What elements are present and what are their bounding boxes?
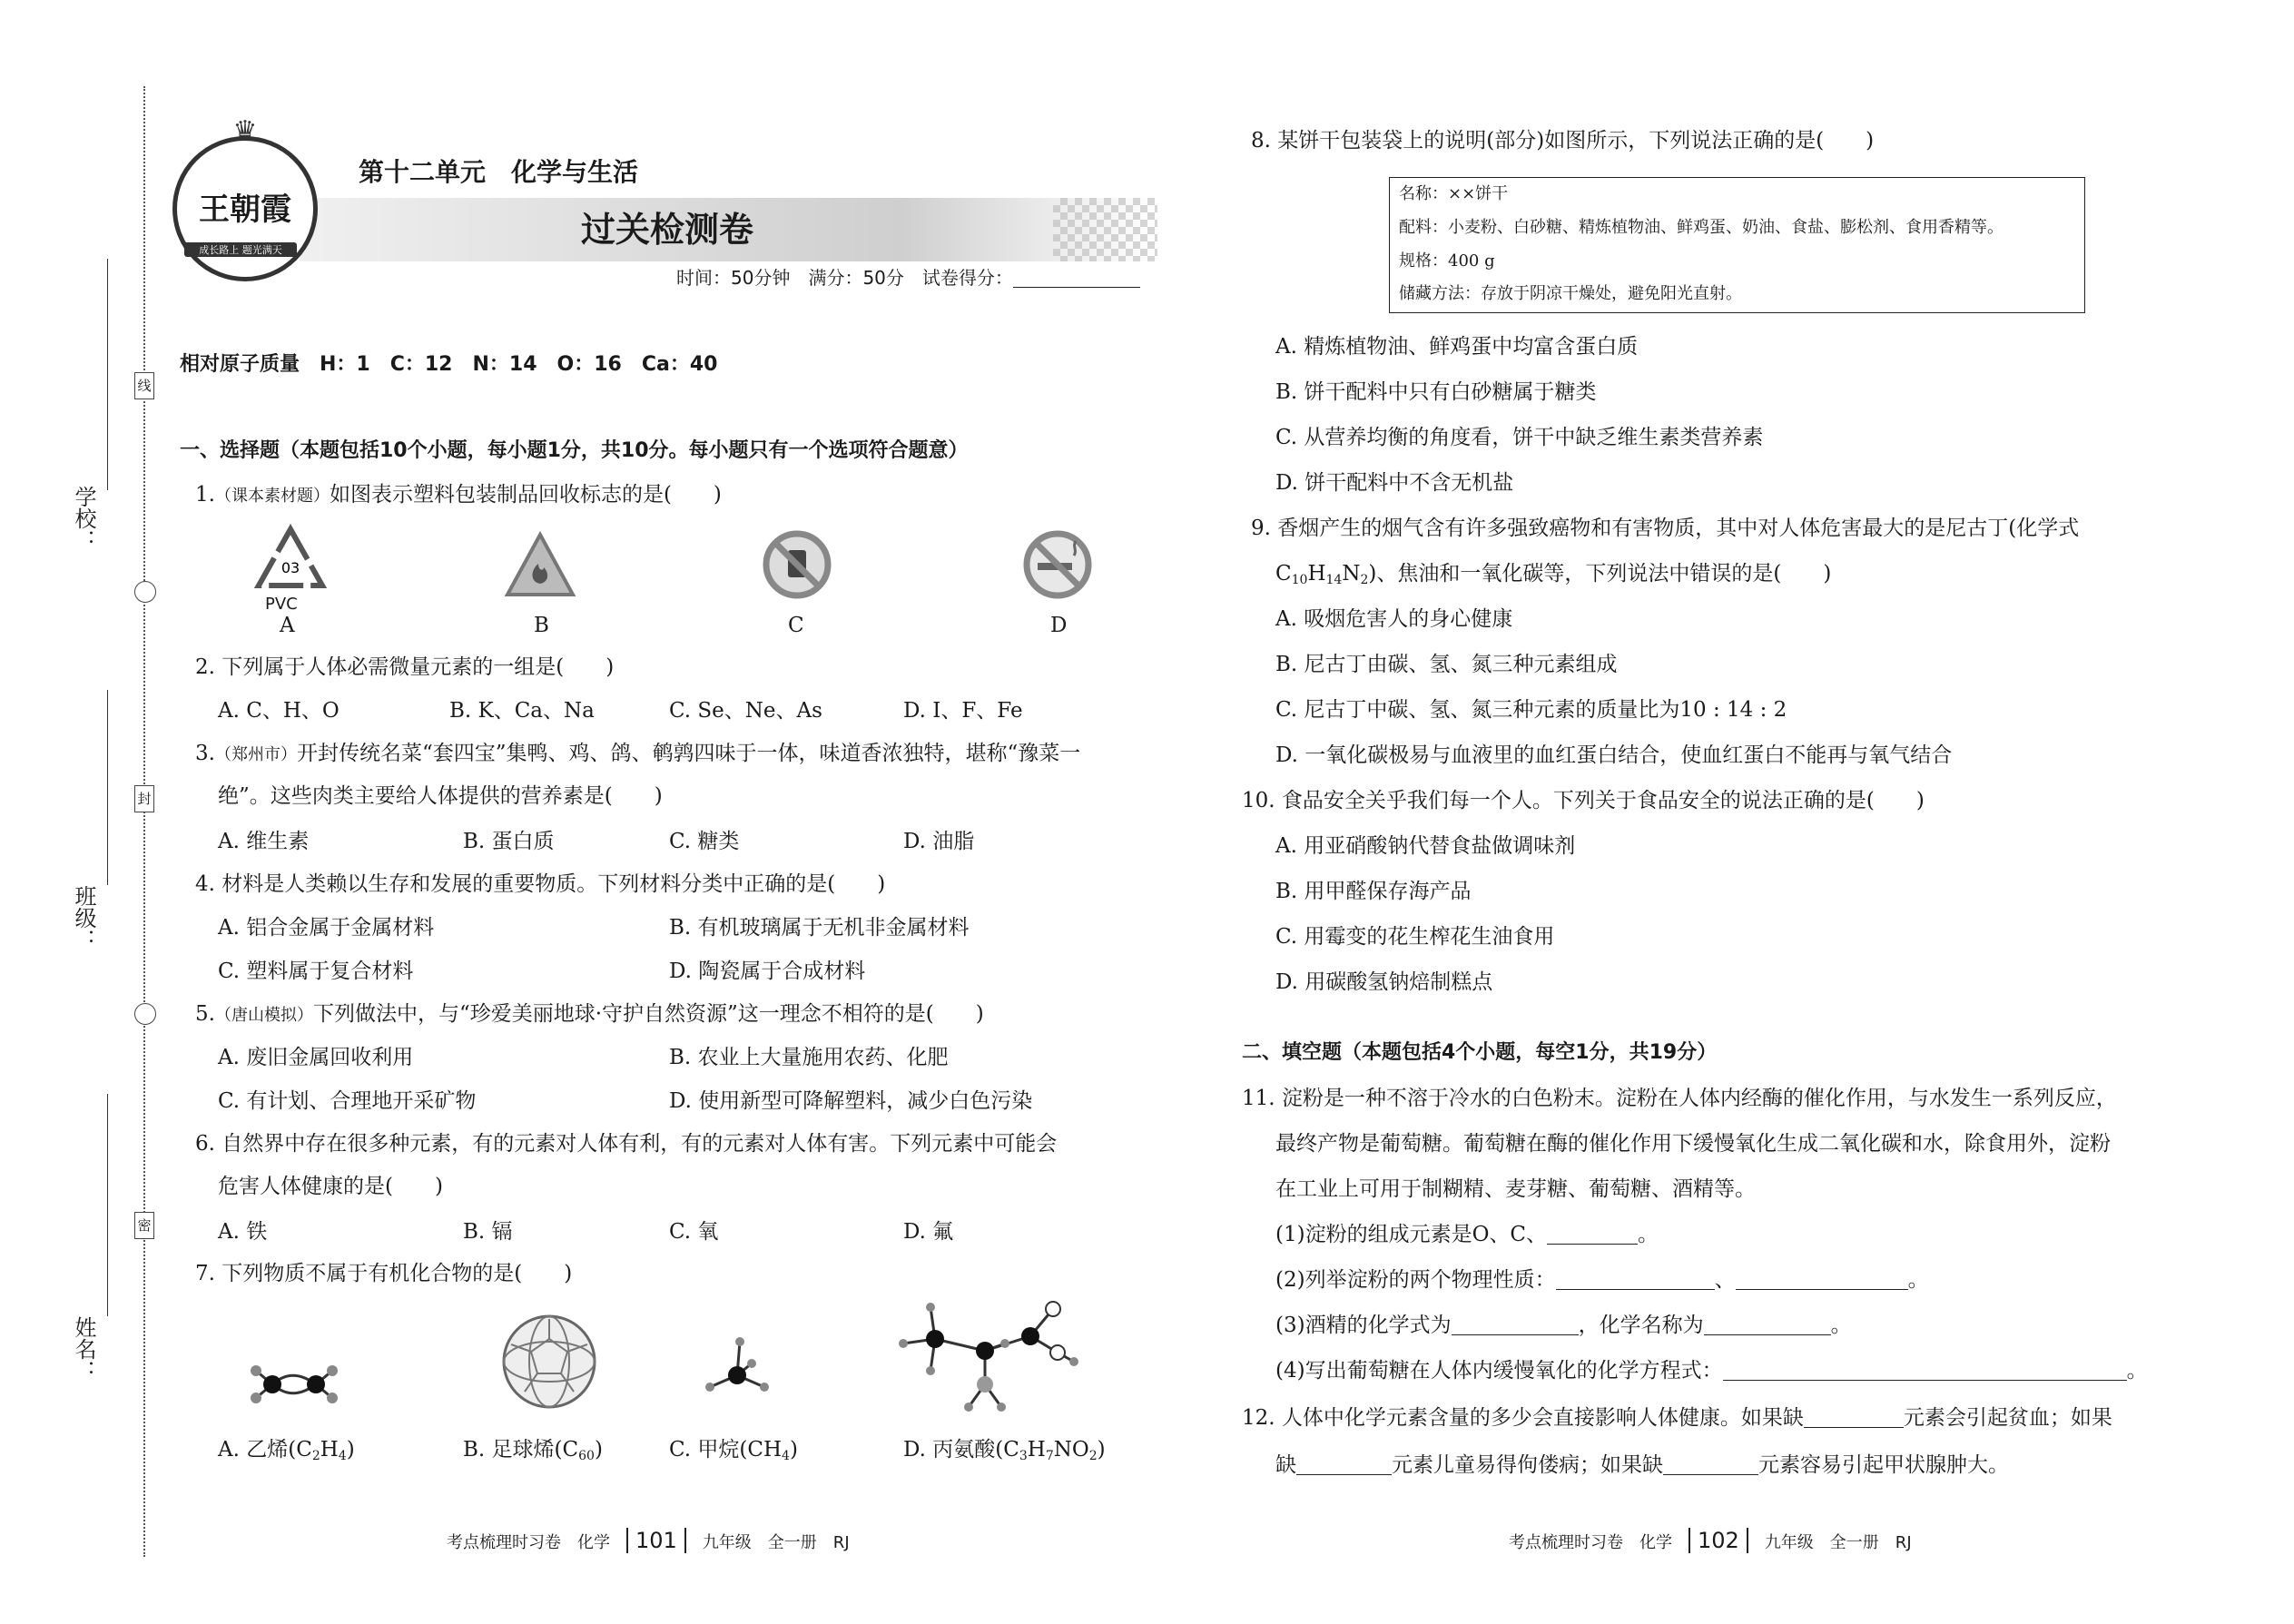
q3-num: 3. bbox=[195, 742, 215, 765]
q7-d-sub: 2 bbox=[1088, 1449, 1098, 1463]
q5-tag: （唐山模拟） bbox=[214, 1006, 313, 1025]
logo-text: 王朝霞 bbox=[199, 192, 291, 228]
q7-d-sub: 7 bbox=[1045, 1449, 1054, 1463]
q11-part3-text: (3)酒精的化学式为 bbox=[1275, 1314, 1452, 1337]
score-blank[interactable] bbox=[1013, 265, 1140, 288]
q7-option-d[interactable] bbox=[903, 1434, 1106, 1471]
q4-option-c[interactable]: C. 塑料属于复合材料 bbox=[218, 960, 414, 983]
q7-a-text: ) bbox=[346, 1438, 355, 1462]
q9-option-c[interactable]: C. 尼古丁中碳、氢、氮三种元素的质量比为10 : 14 : 2 bbox=[1275, 698, 1787, 722]
q9-option-a[interactable]: A. 吸烟危害人的身心健康 bbox=[1275, 607, 1513, 631]
test-meta-text: 时间：50分钟 满分：50分 试卷得分： bbox=[676, 267, 1013, 289]
binding-dotted-line bbox=[143, 86, 145, 1557]
q6-stem-line2: 危害人体健康的是( ) bbox=[218, 1175, 443, 1198]
school-underline bbox=[107, 259, 108, 490]
spec-line: 储藏方法：存放于阴凉干燥处，避免阳光直射。 bbox=[1399, 284, 1742, 303]
q4-option-a[interactable]: A. 铝合金属于金属材料 bbox=[218, 916, 435, 940]
q2-option-b[interactable]: B. K、Ca、Na bbox=[449, 699, 595, 723]
q6-option-d[interactable]: D. 氟 bbox=[903, 1220, 954, 1244]
q5-option-c[interactable]: C. 有计划、合理地开采矿物 bbox=[218, 1089, 477, 1113]
q12-text: 12. 人体中化学元素含量的多少会直接影响人体健康。如果缺 bbox=[1242, 1406, 1804, 1430]
q9-formula-sub: 2 bbox=[1360, 573, 1369, 587]
q12-text: 元素容易引起甲状腺肿大。 bbox=[1758, 1453, 2009, 1477]
q7-b-text: B. 足球烯(C bbox=[463, 1438, 579, 1462]
q5-num: 5. bbox=[195, 1002, 215, 1026]
q7-option-a[interactable] bbox=[218, 1434, 355, 1471]
q9-option-b[interactable]: B. 尼古丁由碳、氢、氮三种元素组成 bbox=[1275, 653, 1618, 676]
q11-part4 bbox=[1275, 1355, 2148, 1386]
crown-icon: ♛ bbox=[232, 115, 258, 147]
q8-option-c[interactable]: C. 从营养均衡的角度看，饼干中缺乏维生素类营养素 bbox=[1275, 426, 1764, 449]
q9-formula: H bbox=[1307, 562, 1326, 586]
footer-left-series: 考点梳理时习卷 化学 bbox=[447, 1533, 610, 1552]
publisher-logo bbox=[172, 115, 318, 281]
q1-text: 如图表示塑料包装制品回收标志的是( ) bbox=[329, 483, 722, 507]
q7-stem: 7. 下列物质不属于有机化合物的是( ) bbox=[195, 1262, 573, 1285]
binding-tag-mi: 密 bbox=[134, 1212, 154, 1239]
q3-option-a[interactable]: A. 维生素 bbox=[218, 830, 310, 853]
q7-a-text: H bbox=[320, 1438, 339, 1462]
q3-stem-line1 bbox=[195, 738, 1080, 771]
fullerene-molecule-icon bbox=[499, 1312, 599, 1412]
footer-right-series: 考点梳理时习卷 化学 bbox=[1509, 1533, 1672, 1552]
q7-d-sub: 3 bbox=[1019, 1449, 1028, 1463]
q1-label-c[interactable]: C bbox=[788, 614, 804, 637]
q11-part1-end: 。 bbox=[1638, 1223, 1659, 1246]
q7-d-text: D. 丙氨酸(C bbox=[903, 1438, 1019, 1462]
q5-stem bbox=[195, 999, 984, 1031]
q7-a-sub: 2 bbox=[311, 1449, 320, 1463]
q10-stem: 10. 食品安全关乎我们每一个人。下列关于食品安全的说法正确的是( ) bbox=[1242, 789, 1925, 812]
q3-option-b[interactable]: B. 蛋白质 bbox=[463, 830, 555, 853]
q10-option-c[interactable]: C. 用霉变的花生榨花生油食用 bbox=[1275, 925, 1555, 949]
test-title: 过关检测卷 bbox=[581, 210, 754, 250]
answer-blank[interactable] bbox=[1704, 1313, 1831, 1335]
q3-option-c[interactable]: C. 糖类 bbox=[669, 830, 740, 853]
q12-text: 元素儿童易得佝偻病；如果缺 bbox=[1392, 1453, 1663, 1477]
page-number: 102 bbox=[1689, 1528, 1748, 1553]
section2-heading: 二、填空题（本题包括4个小题，每空1分，共19分） bbox=[1242, 1041, 1718, 1064]
biscuit-label-box bbox=[1389, 177, 2085, 313]
q7-c-text: ) bbox=[789, 1438, 798, 1462]
q9-formula: C bbox=[1275, 562, 1292, 586]
school-label: 学校： bbox=[71, 486, 96, 551]
footer-left-grade: 九年级 全一册 RJ bbox=[702, 1533, 850, 1552]
q1-num: 1. bbox=[195, 483, 215, 507]
q11-part2-text: (2)列举淀粉的两个物理性质： bbox=[1275, 1268, 1556, 1292]
q11-part4-end: 。 bbox=[2126, 1359, 2148, 1383]
q11-line2: 最终产物是葡萄糖。葡萄糖在酶的催化作用下缓慢氧化生成二氧化碳和水，除食用外，淀粉 bbox=[1275, 1132, 2111, 1156]
q8-stem: 8. 某饼干包装袋上的说明(部分)如图所示，下列说法正确的是( ) bbox=[1251, 129, 1875, 153]
spec-line: 规格：400 g bbox=[1399, 251, 1495, 271]
answer-blank[interactable] bbox=[1452, 1313, 1579, 1335]
q1-label-d[interactable]: D bbox=[1050, 614, 1068, 637]
q11-part2-sep: 、 bbox=[1714, 1268, 1736, 1292]
q9-formula-sub: 10 bbox=[1291, 573, 1308, 587]
spec-line: 配料：小麦粉、白砂糖、精炼植物油、鲜鸡蛋、奶油、食盐、膨松剂、食用香精等。 bbox=[1399, 218, 2004, 237]
q6-option-b[interactable]: B. 镉 bbox=[463, 1220, 513, 1244]
q2-option-c[interactable]: C. Se、Ne、As bbox=[669, 699, 822, 723]
footer-right bbox=[1509, 1528, 1912, 1553]
q9-stem-line1: 9. 香烟产生的烟气含有许多强致癌物和有害物质，其中对人体危害最大的是尼古丁(化学式 bbox=[1251, 517, 2080, 540]
logo-slogan: 成长路上 题光满天 bbox=[184, 242, 297, 257]
answer-blank[interactable] bbox=[1296, 1452, 1392, 1475]
footer-left bbox=[447, 1528, 850, 1553]
q7-d-text: H bbox=[1027, 1438, 1046, 1462]
q9-option-d[interactable]: D. 一氧化碳极易与血液里的血红蛋白结合，使血红蛋白不能再与氧气结合 bbox=[1275, 743, 1953, 767]
q7-c-text: C. 甲烷(CH bbox=[669, 1438, 783, 1462]
q7-c-sub: 4 bbox=[782, 1449, 790, 1463]
class-underline bbox=[107, 690, 108, 885]
q11-line3: 在工业上可用于制糊精、麦芽糖、葡萄糖、酒精等。 bbox=[1275, 1177, 1756, 1201]
binding-circle bbox=[134, 1003, 156, 1025]
q10-option-b[interactable]: B. 用甲醛保存海产品 bbox=[1275, 880, 1472, 903]
q4-stem: 4. 材料是人类赖以生存和发展的重要物质。下列材料分类中正确的是( ) bbox=[195, 872, 886, 896]
q1-stem bbox=[195, 479, 722, 512]
q11-part1-text: (1)淀粉的组成元素是O、C、 bbox=[1275, 1223, 1548, 1246]
q11-line1: 11. 淀粉是一种不溶于冷水的白色粉末。淀粉在人体内经酶的催化作用，与水发生一系列反应， bbox=[1242, 1087, 2117, 1110]
methane-molecule-icon bbox=[699, 1334, 781, 1416]
no-smoking-icon bbox=[1021, 528, 1094, 601]
q12-text: 元素会引起贫血；如果 bbox=[1903, 1406, 2112, 1430]
flammable-warning-icon bbox=[504, 531, 576, 599]
q7-b-sub: 60 bbox=[578, 1449, 595, 1463]
q9-stem-end: )、焦油和一氧化碳等，下列说法中错误的是( ) bbox=[1368, 562, 1832, 586]
binding-tag-xian: 线 bbox=[134, 372, 154, 399]
answer-blank[interactable] bbox=[1736, 1267, 1908, 1290]
q11-part4-text: (4)写出葡萄糖在人体内缓慢氧化的化学方程式： bbox=[1275, 1359, 1723, 1383]
answer-blank[interactable] bbox=[1804, 1405, 1904, 1428]
binding-tag-feng: 封 bbox=[134, 785, 154, 812]
q9-formula-sub: 14 bbox=[1325, 573, 1343, 587]
alanine-molecule-icon bbox=[894, 1298, 1094, 1416]
q5-option-b[interactable]: B. 农业上大量施用农药、化肥 bbox=[669, 1046, 949, 1069]
q4-option-b[interactable]: B. 有机玻璃属于无机非金属材料 bbox=[669, 916, 970, 940]
no-dumping-icon bbox=[761, 528, 833, 601]
q8-option-d[interactable]: D. 饼干配料中不含无机盐 bbox=[1275, 471, 1514, 495]
q2-stem: 2. 下列属于人体必需微量元素的一组是( ) bbox=[195, 655, 615, 679]
q11-part1 bbox=[1275, 1219, 1659, 1250]
q4-option-d[interactable]: D. 陶瓷属于合成材料 bbox=[669, 960, 866, 983]
answer-blank[interactable] bbox=[1723, 1358, 2127, 1381]
q2-option-a[interactable]: A. C、H、O bbox=[218, 699, 340, 723]
q10-option-d[interactable]: D. 用碳酸氢钠焙制糕点 bbox=[1275, 970, 1493, 994]
name-underline bbox=[107, 1094, 108, 1316]
recycle-pvc-icon bbox=[250, 522, 331, 604]
binding-circle bbox=[134, 581, 156, 603]
q11-part3-mid: ，化学名称为 bbox=[1578, 1314, 1704, 1337]
footer-right-grade: 九年级 全一册 RJ bbox=[1764, 1533, 1912, 1552]
q6-option-c[interactable]: C. 氧 bbox=[669, 1220, 719, 1244]
q6-stem-line1: 6. 自然界中存在很多种元素，有的元素对人体有利，有的元素对人体有害。下列元素中可能会 bbox=[195, 1132, 1058, 1156]
q12-line2 bbox=[1275, 1450, 2009, 1481]
q7-a-text: A. 乙烯(C bbox=[218, 1438, 312, 1462]
answer-blank[interactable] bbox=[1547, 1222, 1638, 1245]
q7-a-sub: 4 bbox=[338, 1449, 347, 1463]
banner-checker-pattern bbox=[1053, 198, 1157, 261]
q2-option-d[interactable]: D. I、F、Fe bbox=[903, 699, 1023, 723]
q1-tag: （课本素材题） bbox=[214, 487, 330, 506]
answer-blank[interactable] bbox=[1663, 1452, 1758, 1475]
ethylene-molecule-icon bbox=[245, 1353, 345, 1416]
q7-option-b[interactable] bbox=[463, 1434, 603, 1471]
q3-option-d[interactable]: D. 油脂 bbox=[903, 830, 975, 853]
class-label: 班级： bbox=[71, 885, 96, 950]
section1-heading: 一、选择题（本题包括10个小题，每小题1分，共10分。每小题只有一个选项符合题意） bbox=[180, 439, 969, 462]
q1-label-b[interactable]: B bbox=[534, 614, 549, 637]
atomic-mass: 相对原子质量 H：1 C：12 N：14 O：16 Ca：40 bbox=[180, 353, 718, 376]
q9-formula: N bbox=[1342, 562, 1361, 586]
page-number: 101 bbox=[626, 1528, 686, 1553]
q6-option-a[interactable]: A. 铁 bbox=[218, 1220, 268, 1244]
icon-a-caption: PVC bbox=[265, 595, 298, 614]
q12-line1 bbox=[1242, 1403, 2112, 1433]
recycle-code: 03 bbox=[281, 559, 300, 576]
spec-line: 名称：××饼干 bbox=[1399, 184, 1509, 203]
q5-text: 下列做法中，与“珍爱美丽地球·守护自然资源”这一理念不相符的是( ) bbox=[312, 1002, 984, 1026]
q9-stem-line2 bbox=[1275, 558, 1831, 595]
q11-part2-end: 。 bbox=[1907, 1268, 1929, 1292]
test-meta bbox=[676, 263, 1140, 290]
q10-option-a[interactable]: A. 用亚硝酸钠代替食盐做调味剂 bbox=[1275, 834, 1576, 858]
q3-text: 开封传统名菜“套四宝”集鸭、鸡、鸽、鹌鹑四味于一体，味道香浓独特，堪称“豫菜一 bbox=[296, 742, 1081, 765]
q11-part3-end: 。 bbox=[1830, 1314, 1852, 1337]
answer-blank[interactable] bbox=[1556, 1267, 1715, 1290]
q7-option-c[interactable] bbox=[669, 1434, 798, 1471]
q8-option-a[interactable]: A. 精炼植物油、鲜鸡蛋中均富含蛋白质 bbox=[1275, 335, 1639, 359]
q8-option-b[interactable]: B. 饼干配料中只有白砂糖属于糖类 bbox=[1275, 380, 1597, 404]
name-label: 姓名： bbox=[71, 1316, 96, 1382]
q1-label-a[interactable]: A bbox=[280, 614, 295, 637]
q3-tag: （郑州市） bbox=[214, 745, 297, 764]
q11-part3 bbox=[1275, 1310, 1852, 1341]
q7-d-text: NO bbox=[1053, 1438, 1089, 1462]
unit-title: 第十二单元 化学与生活 bbox=[359, 157, 639, 187]
q3-stem-line2: 绝”。这些肉类主要给人体提供的营养素是( ) bbox=[218, 784, 663, 808]
q7-d-text: ) bbox=[1097, 1438, 1106, 1462]
q11-part2 bbox=[1275, 1265, 1929, 1295]
q5-option-d[interactable]: D. 使用新型可降解塑料，减少白色污染 bbox=[669, 1089, 1033, 1113]
q7-b-text: ) bbox=[594, 1438, 603, 1462]
q12-text: 缺 bbox=[1275, 1453, 1296, 1477]
q5-option-a[interactable]: A. 废旧金属回收利用 bbox=[218, 1046, 414, 1069]
